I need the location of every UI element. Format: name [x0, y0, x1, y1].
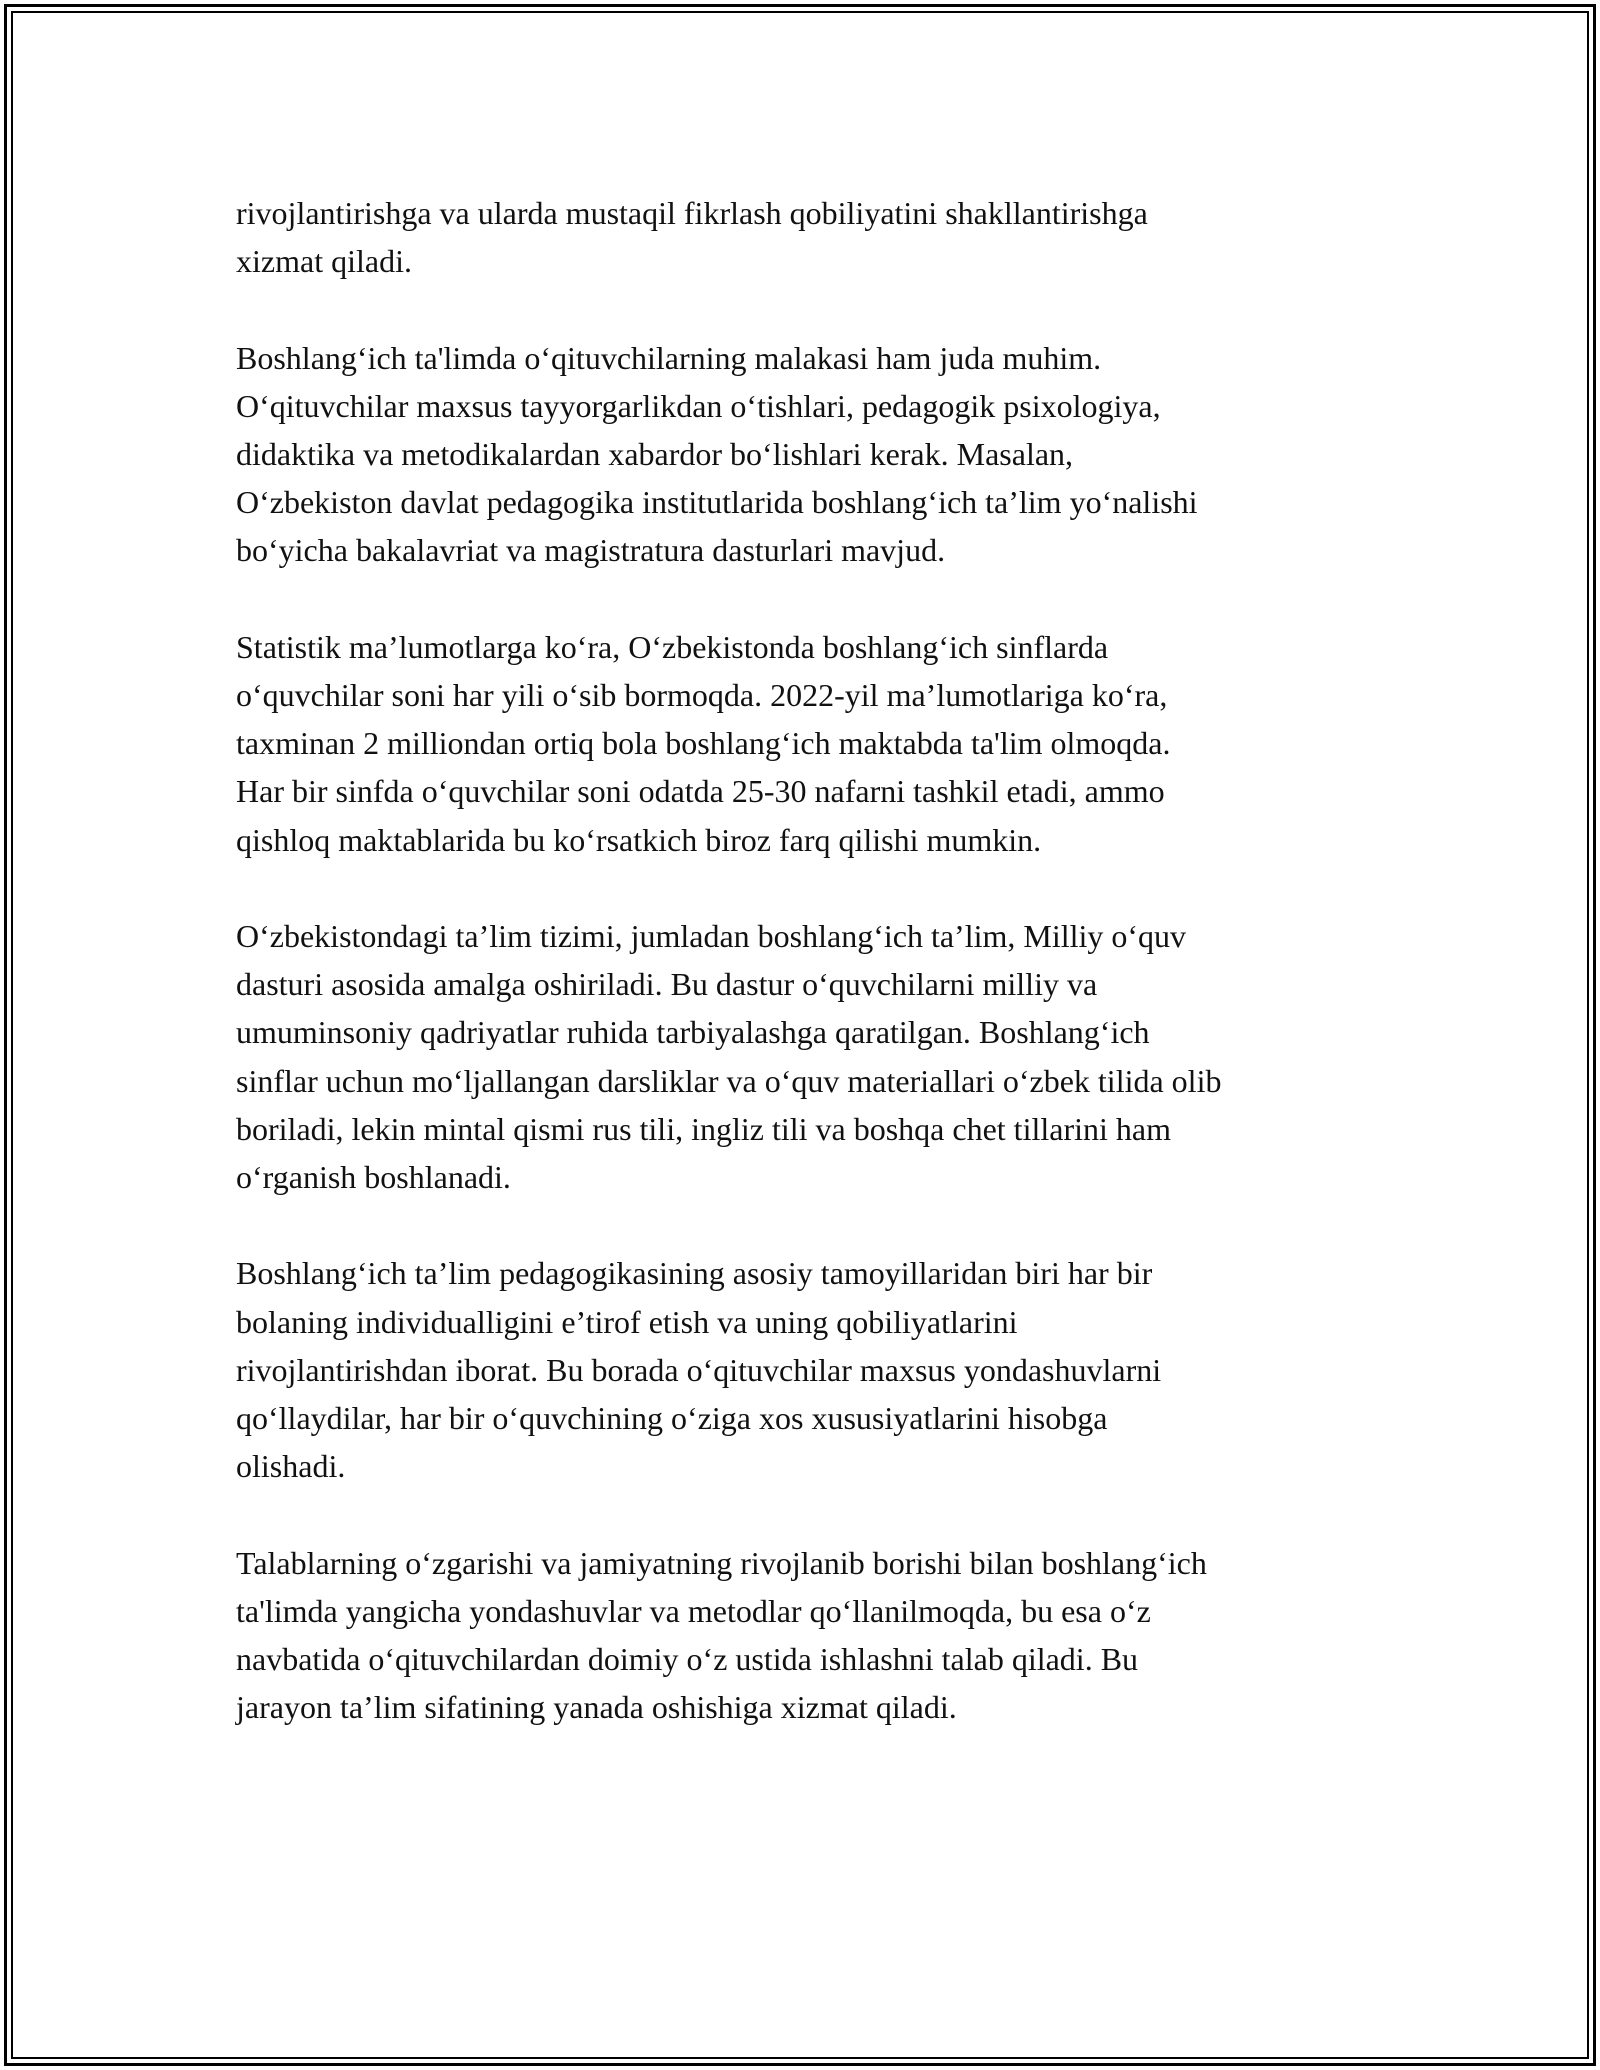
text-line: navbatida o‘qituvchilardan doimiy o‘z ustida ishlashni talab qiladi. Bu	[236, 1641, 1139, 1678]
text-line: Boshlang‘ich ta’lim pedagogikasining asosiy tamoyillaridan biri har bir	[236, 1255, 1153, 1292]
text-line: o‘quvchilar soni har yili o‘sib bormoqda. 2022-yil ma’lumotlariga ko‘ra,	[236, 677, 1168, 713]
text-line: bo‘yicha bakalavriat va magistratura dasturlari mavjud.	[236, 532, 946, 569]
text-line: Talablarning o‘zgarishi va jamiyatning rivojlanib borishi bilan boshlang‘ich	[236, 1544, 1207, 1581]
text-line: sinflar uchun mo‘ljallangan darsliklar va o‘quv materiallari o‘zbek tilida olib	[236, 1062, 1222, 1099]
text-line: boriladi, lekin mintal qismi rus tili, ingliz tili va boshqa chet tillarini ham	[236, 1110, 1171, 1147]
text-line: Boshlang‘ich ta'limda o‘qituvchilarning malakasi ham juda muhim.	[236, 339, 1102, 376]
text-line: o‘rganish boshlanadi.	[236, 1159, 511, 1196]
text-line: taxminan 2 milliondan ortiq bola boshlang‘ich maktabda ta'lim olmoqda.	[236, 725, 1171, 762]
text-line: umuminsoniy qadriyatlar ruhida tarbiyalashga qaratilgan. Boshlang‘ich	[236, 1014, 1150, 1051]
text-line: O‘zbekistondagi ta’lim tizimi, jumladan boshlang‘ich ta’lim, Milliy o‘quv	[236, 918, 1187, 954]
paragraph-1	[236, 189, 1376, 285]
paragraph-5	[236, 1249, 1376, 1490]
text-line: O‘zbekiston davlat pedagogika institutlarida boshlang‘ich ta’lim yo‘nalishi	[236, 484, 1198, 521]
text-line: qo‘llaydilar, har bir o‘quvchining o‘ziga xos xususiyatlarini hisobga	[236, 1400, 1108, 1437]
text-line: Har bir sinfda o‘quvchilar soni odatda 25-30 nafarni tashkil etadi, ammo	[236, 773, 1165, 810]
paragraph-3	[236, 623, 1376, 864]
text-line: olishadi.	[236, 1448, 346, 1485]
text-line: qishloq maktablarida bu ko‘rsatkich biroz farq qilishi mumkin.	[236, 821, 1042, 858]
paragraph-2	[236, 334, 1376, 575]
document-body	[236, 189, 1376, 1780]
text-line: xizmat qiladi.	[236, 243, 412, 280]
text-line: dasturi asosida amalga oshiriladi. Bu dastur o‘quvchilarni milliy va	[236, 966, 1098, 1003]
text-line: rivojlantirishga va ularda mustaqil fikrlash qobiliyatini shakllantirishga	[236, 195, 1148, 231]
text-line: didaktika va metodikalardan xabardor bo‘lishlari kerak. Masalan,	[236, 436, 1074, 472]
text-line: ta'limda yangicha yondashuvlar va metodlar qo‘llanilmoqda, bu esa o‘z	[236, 1592, 1151, 1629]
text-line: bolaning individualligini e’tirof etish va uning qobiliyatlarini	[236, 1303, 1018, 1340]
paragraph-4	[236, 912, 1376, 1201]
text-line: O‘qituvchilar maxsus tayyorgarlikdan o‘tishlari, pedagogik psixologiya,	[236, 387, 1161, 424]
paragraph-6	[236, 1539, 1376, 1732]
text-line: jarayon ta’lim sifatining yanada oshishiga xizmat qiladi.	[236, 1689, 957, 1726]
text-line: rivojlantirishdan iborat. Bu borada o‘qituvchilar maxsus yondashuvlarni	[236, 1351, 1162, 1388]
text-line: Statistik ma’lumotlarga ko‘ra, O‘zbekistonda boshlang‘ich sinflarda	[236, 628, 1109, 665]
